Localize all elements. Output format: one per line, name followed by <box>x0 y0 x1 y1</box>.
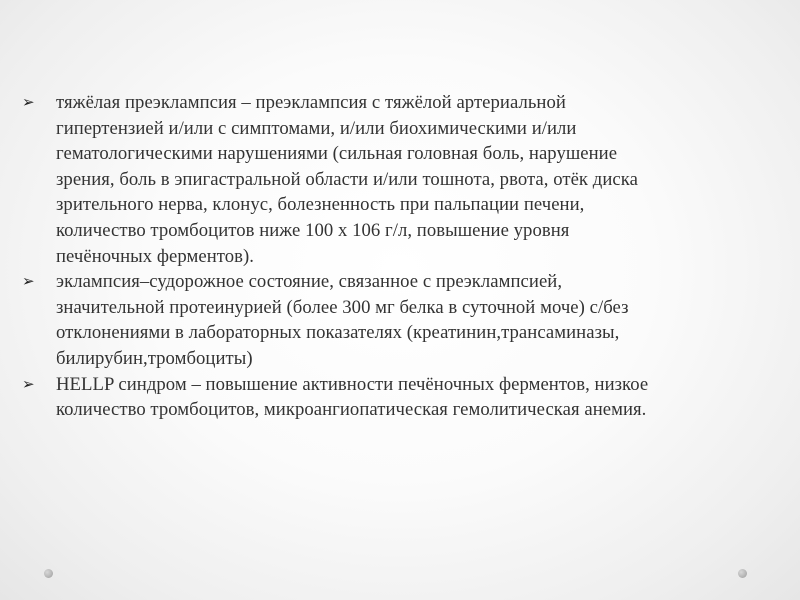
bullet-line: печёночных ферментов). <box>56 245 255 267</box>
bullet-line: отклонениями в лабораторных показателях (креатинин,трансаминазы, <box>56 322 620 344</box>
bullet-line: тяжёлая преэклампсия – преэклампсия с тяжёлой артериальной <box>56 92 566 113</box>
decorative-dot-icon <box>44 569 53 578</box>
bullet-line: зрения, боль в эпигастральной области и/или тошнота, рвота, отёк диска <box>56 168 638 190</box>
bullet-line: количество тромбоцитов, микроангиопатическая гемолитическая анемия. <box>56 399 647 421</box>
bullet-line: гематологическими нарушениями (сильная головная боль, нарушение <box>56 143 618 165</box>
bullet-item-eclampsia <box>22 269 782 371</box>
arrowhead-bullet-icon: ➢ <box>22 272 35 291</box>
bullet-list <box>22 90 782 423</box>
bullet-line: зрительного нерва, клонус, болезненность при пальпации печени, <box>56 194 585 216</box>
arrowhead-bullet-icon: ➢ <box>22 374 35 393</box>
bullet-line: эклампсия–судорожное состояние, связанное с преэклампсией, <box>56 271 563 293</box>
bullet-line: гипертензией и/или с симптомами, и/или биохимическими и/или <box>56 117 577 139</box>
decorative-dot-icon <box>738 569 747 578</box>
bullet-line: значительной протеинурией (более 300 мг белка в суточной моче) с/без <box>56 296 629 318</box>
bullet-item-severe-preeclampsia <box>22 90 782 269</box>
arrowhead-bullet-icon: ➢ <box>22 93 35 111</box>
bullet-item-hellp-syndrome <box>22 372 782 423</box>
bullet-line: билирубин,тромбоциты) <box>56 347 253 369</box>
bullet-line: HELLP синдром – повышение активности печёночных ферментов, низкое <box>56 373 649 395</box>
bullet-line: количество тромбоцитов ниже 100 х 106 г/л, повышение уровня <box>56 219 570 241</box>
